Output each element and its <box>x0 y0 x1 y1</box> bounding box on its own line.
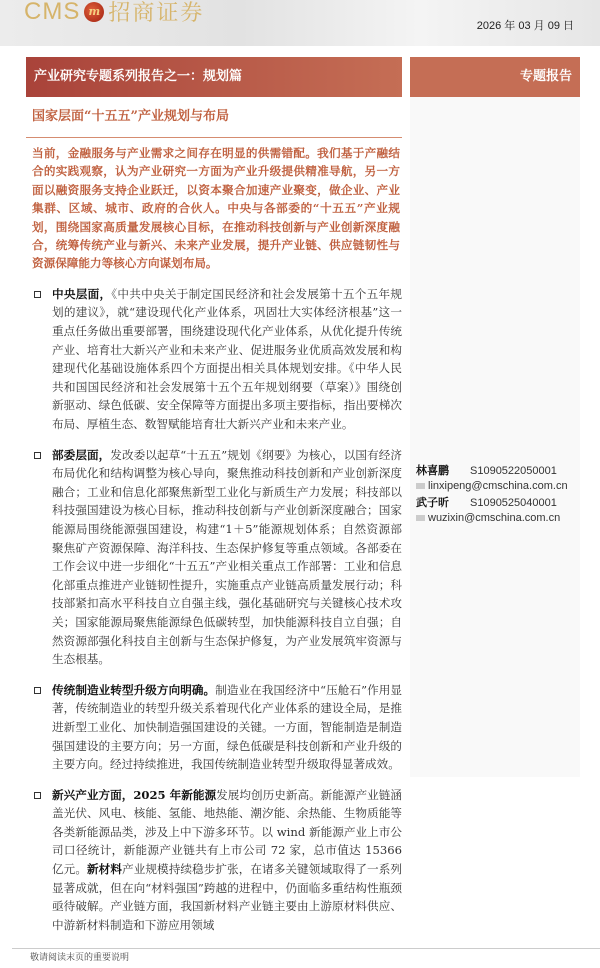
bullet-text-2: 产业规模持续稳步扩张，在诸多关键领域取得了一系列显著成就，但在向“材料强国”跨越的进程中，仍面临多重结构性瓶颈亟待破解。产业链方面，我国新材料产业链主要由上游原材料供应、中游新材料制造和下游应用领域 <box>52 862 402 932</box>
bullet-lead: 中央层面， <box>52 286 112 301</box>
checkbox-bullet-icon <box>34 452 41 459</box>
checkbox-bullet-icon <box>34 687 41 694</box>
author-1 <box>416 462 580 492</box>
bullet-text: 制造业在我国经济中“压舱石”作用显著，传统制造业的转型升级关系着现代化产业体系的建设全局，是推进新型工业化、加快制造强国建设的关键。一方面，智能制造是制造强国建设的主要方向；另一方面，绿色低碳是科技创新和产业升级的主要方向。经过持续推进，我国传统制造业转型升级取得显著成效。 <box>52 682 402 772</box>
report-date: 2026 年 03 月 09 日 <box>476 20 574 32</box>
author-name: 林喜鹏 <box>416 464 449 477</box>
author-2 <box>416 494 580 524</box>
footer-divider <box>12 948 600 968</box>
report-title: 产业研究专题系列报告之一：规划篇 <box>26 57 402 97</box>
bullet-lead: 新兴产业方面，2025 年新能源 <box>52 787 217 802</box>
bullet-text: 发改委以起草“十五五”规划《纲要》为核心，以国有经济布局优化和结构调整为核心导向，聚焦推动科技创新和产业创新深度融合；工业和信息化部聚焦新型工业化与新质生产力发展；科技部以科技强国建设为核心目标，推动科技创新与产业创新深度融合；国家能源局围绕能源强国建设，构建“1＋5”能源规划体系；自然资源部聚焦矿产资源保障、海洋科技、生态保护修复等重点领域。各部委在工作会议中进一步细化“十五五”产业相关重点工作部署：工业和信息化部重点推进产业链韧性提升，实施重点产业链高质量发展行动；科技部紧扣高水平科技自立自强主线，强化基础研究与关键核心技术攻关；国家能源局聚焦能源绿色低碳转型，加快能源科技自立自强；自然资源部强化科技自主创新与生态保护修复，为产业发展筑牢资源与生态根基。 <box>52 447 402 667</box>
section-title: 国家层面“十五五”产业规划与布局 <box>26 97 402 138</box>
checkbox-bullet-icon <box>34 792 41 799</box>
logo-emblem-icon: m <box>84 2 104 22</box>
bullet-central <box>32 285 402 434</box>
bullet-ministries <box>32 446 402 669</box>
summary-paragraph: 当前，金融服务与产业需求之间存在明显的供需错配。我们基于产融结合的实践观察，认为产业研究一方面为产业升级提供精准导航，另一方面以融资服务支持企业跃迁，以资本聚合加速产业聚变，做企业、产业集群、区域、城市、政府的合伙人。中央与各部委的“十五五”产业规划，围绕国家高质量发展核心目标，在推动科技创新与产业创新深度融合，统筹传统产业与新兴、未来产业发展，提升产业链、供应链韧性与资源保障能力等核心方向谋划布局。 <box>32 146 400 271</box>
checkbox-bullet-icon <box>34 291 41 298</box>
author-email[interactable]: linxipeng@cmschina.com.cn <box>428 480 568 492</box>
author-cert: S1090525040001 <box>470 497 557 509</box>
bullet-emerging <box>32 786 402 935</box>
bullet-traditional <box>32 681 402 774</box>
bullet-lead: 部委层面， <box>52 447 111 462</box>
author-cert: S1090522050001 <box>470 465 557 477</box>
bullet-lead-2: 新材料 <box>87 862 123 877</box>
bullet-text: 发展均创历史新高。新能源产业链涵盖光伏、风电、核能、氢能、地热能、潮汐能、余热能、生物质能等各类新能源品类，涉及上中下游多环节。以 wind 新能源产业上市公司口径统计，新能源产业链共有上市公司 72 家，总市值达 15366 亿元。 <box>52 787 402 877</box>
author-email[interactable]: wuzixin@cmschina.com.cn <box>428 512 561 524</box>
logo-text-en: CMS <box>24 0 81 25</box>
bullet-lead: 传统制造业转型升级方向明确。 <box>52 682 216 697</box>
author-name: 武子昕 <box>416 496 449 509</box>
sidebar <box>410 57 580 777</box>
report-type: 专题报告 <box>410 57 580 97</box>
bullet-text: 《中共中央关于制定国民经济和社会发展第十五个五年规划的建议》，就“建设现代化产业体系，巩固壮大实体经济根基”这一重点任务做出重要部署，围绕建设现代化产业体系，从优化提升传统产业、培育壮大新兴产业和未来产业、促进服务业优质高效发展和构建现代化基础设施体系四个方面提出相关具体规划安排。《中华人民共和国国民经济和社会发展第十五个五年规划纲要（草案）》围绕创新驱动、绿色低碳、安全保障等方面提出多项主要指标，指出要梯次布局、厚植生态、数智赋能培育壮大新兴产业和未来产业。 <box>52 286 402 431</box>
logo-text-cn: 招商证券 <box>108 1 205 26</box>
mail-icon <box>416 483 425 489</box>
mail-icon <box>416 515 425 521</box>
footer-note: 敬请阅读末页的重要说明 <box>30 953 130 964</box>
main-column <box>26 0 402 934</box>
